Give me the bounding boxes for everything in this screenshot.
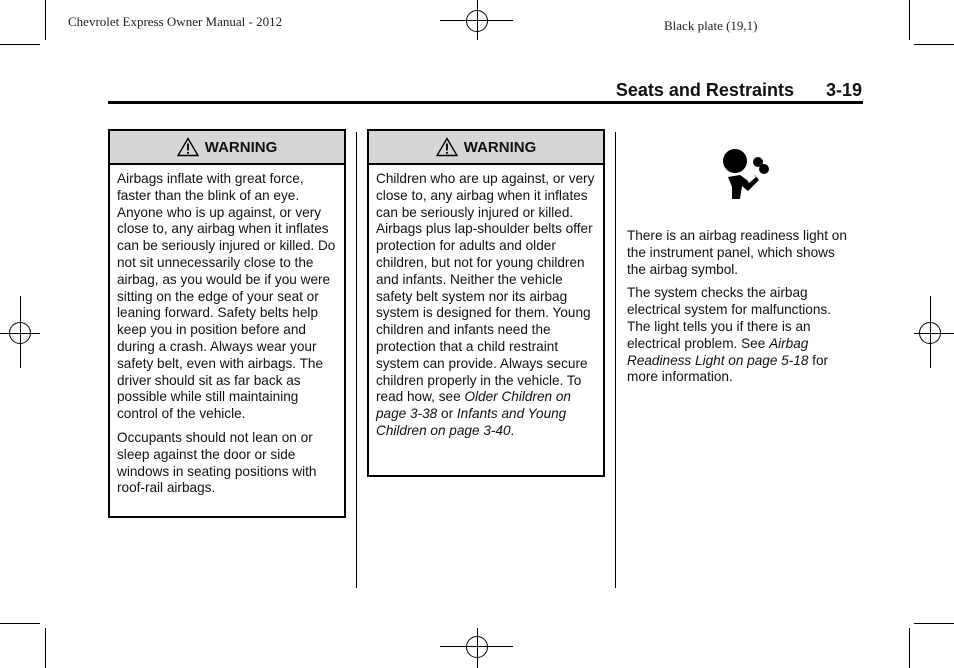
warning-body (369, 165, 603, 446)
warning-text: or (441, 406, 454, 422)
airbag-readiness-text (627, 228, 857, 393)
section-header (616, 80, 862, 101)
header-rule (108, 101, 863, 104)
print-header-right: Black plate (19,1) (664, 18, 758, 33)
paragraph-text: for more information. (627, 352, 829, 385)
crop-mark (0, 623, 40, 624)
crop-mark (914, 44, 954, 45)
crop-mark (0, 44, 40, 45)
paragraph: There is an airbag readiness light on the instrument panel, which shows the airbag symbol. (627, 228, 847, 277)
warning-label: WARNING (463, 138, 537, 156)
warning-paragraph: Occupants should not lean on or sleep against the door or side windows in seating positions with roof-rail airbags. (117, 429, 317, 496)
warning-paragraph: Airbags inflate with great force, faster than the blink of an eye. Anyone who is up against, or very close to, any airbag when it inflates can be seriously injured or killed. Do not sit unnecessarily close to the airbag, as you would be if you were sitting on the edge of your seat or leaning forward. Safety belts help keep you in position before and during a crash. Always wear your safety belt, even with airbags. The driver should sit as far back as possible while still maintaining control of the vehicle. (117, 171, 336, 422)
warning-paragraph (376, 171, 597, 440)
page-number: 3-19 (825, 80, 862, 100)
warning-text: . (510, 422, 515, 438)
section-title: Seats and Restraints (615, 80, 794, 100)
warning-header (110, 131, 344, 165)
crop-mark (45, 628, 46, 668)
warning-label: WARNING (204, 138, 278, 156)
warning-box-airbag-force (108, 129, 346, 518)
warning-text: Children who are up against, or very close to, any airbag when it inflates can be seriously injured or killed. Airbags plus lap-shoulder belts offer protection for adults and older children, but not for young children and infants. Neither the vehicle safety belt system nor its airbag system is designed for them. Young children and infants need the protection that a child restraint system can provide. Always secure children properly in the vehicle. To read how, see (376, 171, 595, 405)
warning-triangle-icon (177, 137, 199, 157)
column-divider (615, 132, 616, 588)
paragraph (627, 285, 857, 386)
warning-triangle-icon (436, 137, 458, 157)
print-header-left: Chevrolet Express Owner Manual - 2012 (68, 14, 283, 29)
warning-body (110, 165, 344, 503)
warning-header (369, 131, 603, 165)
cross-reference-link[interactable]: Airbag Readiness Light on page 5-18 (627, 335, 809, 368)
crop-mark (909, 628, 910, 668)
crop-mark (914, 623, 954, 624)
column-divider (356, 132, 357, 588)
crop-mark (45, 0, 46, 40)
cross-reference-link[interactable]: Infants and Young Children on page 3-40 (376, 406, 567, 438)
warning-box-children (367, 129, 605, 477)
paragraph-text: The system checks the airbag electrical system for malfunctions. The light tells you if there is an electrical problem. See (627, 285, 831, 351)
crop-mark (909, 0, 910, 40)
cross-reference-link[interactable]: Older Children on page 3-38 (376, 389, 571, 422)
airbag-readiness-icon (718, 147, 774, 201)
